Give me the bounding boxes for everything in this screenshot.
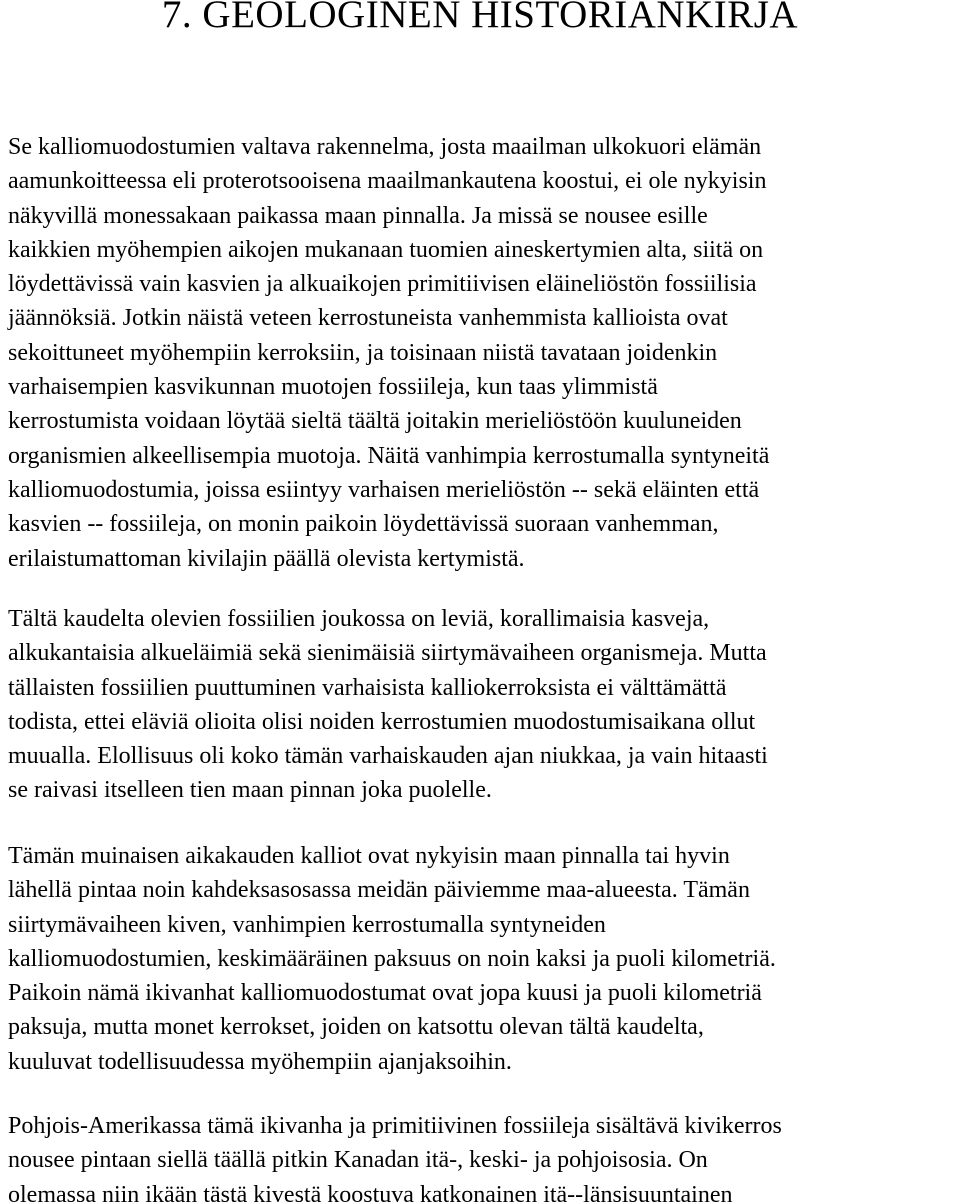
text-line: Se kalliomuodostumien valtava rakennelma, josta maailman ulkokuori elämän <box>8 134 762 160</box>
text-line: kalliomuodostumia, joissa esiintyy varhaisen merieliöstön -- sekä eläinten että <box>8 476 760 503</box>
text-line: organismien alkeellisempia muotoja. Näitä vanhimpia kerrostumalla syntyneitä <box>8 442 770 469</box>
text-line: paksuja, mutta monet kerrokset, joiden on katsottu olevan tältä kaudelta, <box>8 1014 704 1041</box>
text-line: tällaisten fossiilien puuttuminen varhaisista kalliokerroksista ei välttämättä <box>8 674 727 701</box>
text-line: sekoittuneet myöhempiin kerroksiin, ja toisinaan niistä tavataan joidenkin <box>8 339 718 366</box>
text-line: aamunkoitteessa eli proterotsooisena maailmankautena koostui, ei ole nykyisin <box>8 168 767 195</box>
text-line: muualla. Elollisuus oli koko tämän varhaiskauden ajan niukkaa, ja vain hitaasti <box>8 743 768 770</box>
text-line: olemassa niin ikään tästä kivestä koostuva katkonainen itä--länsisuuntainen <box>8 1181 733 1204</box>
text-line: Tämän muinaisen aikakauden kalliot ovat nykyisin maan pinnalla tai hyvin <box>8 843 730 869</box>
text-line: todista, ettei eläviä olioita olisi noiden kerrostumien muodostumisaikana ollut <box>8 708 756 735</box>
text-line: kalliomuodostumien, keskimääräinen paksuus on noin kaksi ja puoli kilometriä. <box>8 945 776 972</box>
text-line: varhaisempien kasvikunnan muotojen fossiileja, kun taas ylimmistä <box>8 374 658 401</box>
text-line: nousee pintaan siellä täällä pitkin Kanadan itä-, keski- ja pohjoisosia. On <box>8 1147 708 1174</box>
text-line: lähellä pintaa noin kahdeksasosassa meidän päiviemme maa-alueesta. Tämän <box>8 877 750 904</box>
text-line: näkyvillä monessakaan paikassa maan pinnalla. Ja missä se nousee esille <box>8 202 708 229</box>
paragraph-4 <box>8 1109 960 1204</box>
text-line: löydettävissä vain kasvien ja alkuaikojen primitiivisen eläineliöstön fossiilisia <box>8 271 757 298</box>
text-line: kuuluvat todellisuudessa myöhempiin ajanjaksoihin. <box>8 1048 512 1075</box>
text-line: Paikoin nämä ikivanhat kalliomuodostumat ovat jopa kuusi ja puoli kilometriä <box>8 980 762 1007</box>
text-line: erilaistumattoman kivilajin päällä olevista kertymistä. <box>8 545 525 572</box>
text-line: se raivasi itselleen tien maan pinnan joka puolelle. <box>8 777 492 804</box>
text-line: kasvien -- fossiileja, on monin paikoin löydettävissä suoraan vanhemman, <box>8 511 719 538</box>
text-line: jäännöksiä. Jotkin näistä veteen kerrostuneista vanhemmista kallioista ovat <box>8 305 728 332</box>
text-line: Tältä kaudelta olevien fossiilien joukossa on leviä, korallimaisia kasveja, <box>8 606 710 632</box>
chapter-title: 7. GEOLOGINEN HISTORIANKIRJA <box>161 0 799 36</box>
paragraph-2 <box>8 602 960 808</box>
text-line: kaikkien myöhempien aikojen mukanaan tuomien aineskertymien alta, siitä on <box>8 236 764 263</box>
text-line: siirtymävaiheen kiven, vanhimpien kerrostumalla syntyneiden <box>8 911 606 938</box>
text-line: Pohjois-Amerikassa tämä ikivanha ja primitiivinen fossiileja sisältävä kivikerros <box>8 1113 782 1139</box>
paragraph-1 <box>8 130 960 576</box>
text-line: kerrostumista voidaan löytää sieltä täältä joitakin merieliöstöön kuuluneiden <box>8 408 742 435</box>
paragraph-3 <box>8 839 960 1079</box>
text-line: alkukantaisia alkueläimiä sekä sienimäisiä siirtymävaiheen organismeja. Mutta <box>8 640 767 667</box>
